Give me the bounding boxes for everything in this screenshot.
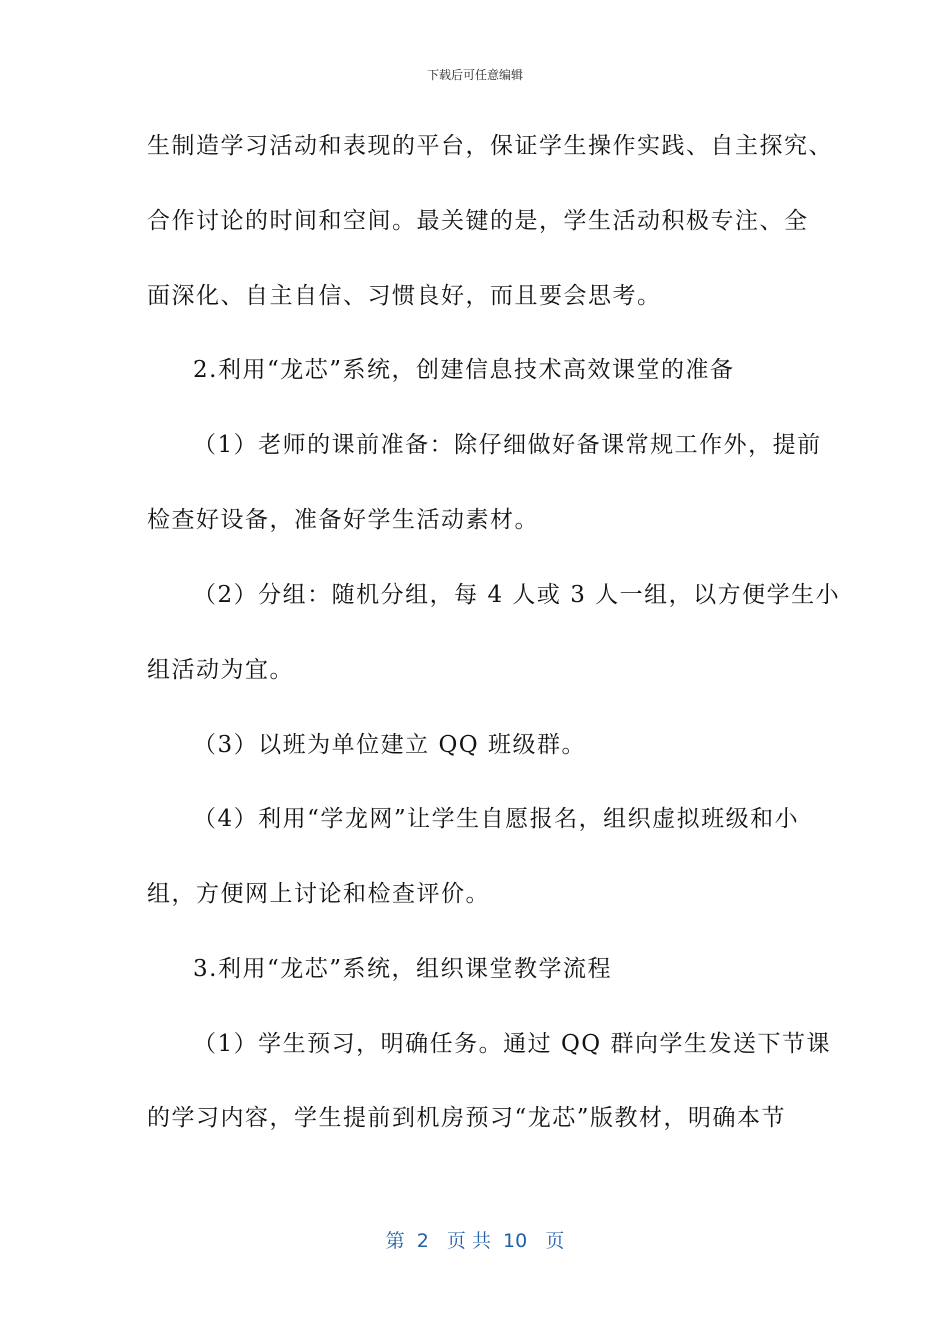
body-line: 组活动为宜。 bbox=[147, 657, 294, 683]
body-line: （1）学生预习，明确任务。通过 QQ 群向学生发送下节课 bbox=[193, 1031, 831, 1057]
section-heading: 2.利用“龙芯”系统，创建信息技术高效课堂的准备 bbox=[193, 357, 735, 383]
page-header: 下载后可任意编辑 bbox=[426, 68, 523, 82]
page-footer: 第 2 页 共 10 页 bbox=[385, 1230, 565, 1252]
body-line: （1）老师的课前准备：除仔细做好备课常规工作外，提前 bbox=[193, 432, 822, 458]
body-line: 组，方便网上讨论和检查评价。 bbox=[147, 881, 490, 907]
body-line: 面深化、自主自信、习惯良好，而且要会思考。 bbox=[147, 283, 662, 309]
body-line: 的学习内容，学生提前到机房预习“龙芯”版教材，明确本节 bbox=[147, 1105, 787, 1131]
section-heading: 3.利用“龙芯”系统，组织课堂教学流程 bbox=[193, 956, 612, 982]
body-line: （2）分组：随机分组，每 4 人或 3 人一组，以方便学生小 bbox=[193, 582, 841, 608]
body-line: （4）利用“学龙网”让学生自愿报名，组织虚拟班级和小 bbox=[193, 806, 800, 832]
body-line: （3）以班为单位建立 QQ 班级群。 bbox=[193, 732, 586, 758]
body-line: 生制造学习活动和表现的平台，保证学生操作实践、自主探究、 bbox=[147, 133, 833, 159]
body-line: 合作讨论的时间和空间。最关键的是，学生活动积极专注、全 bbox=[147, 208, 809, 234]
body-line: 检查好设备，准备好学生活动素材。 bbox=[147, 507, 539, 533]
